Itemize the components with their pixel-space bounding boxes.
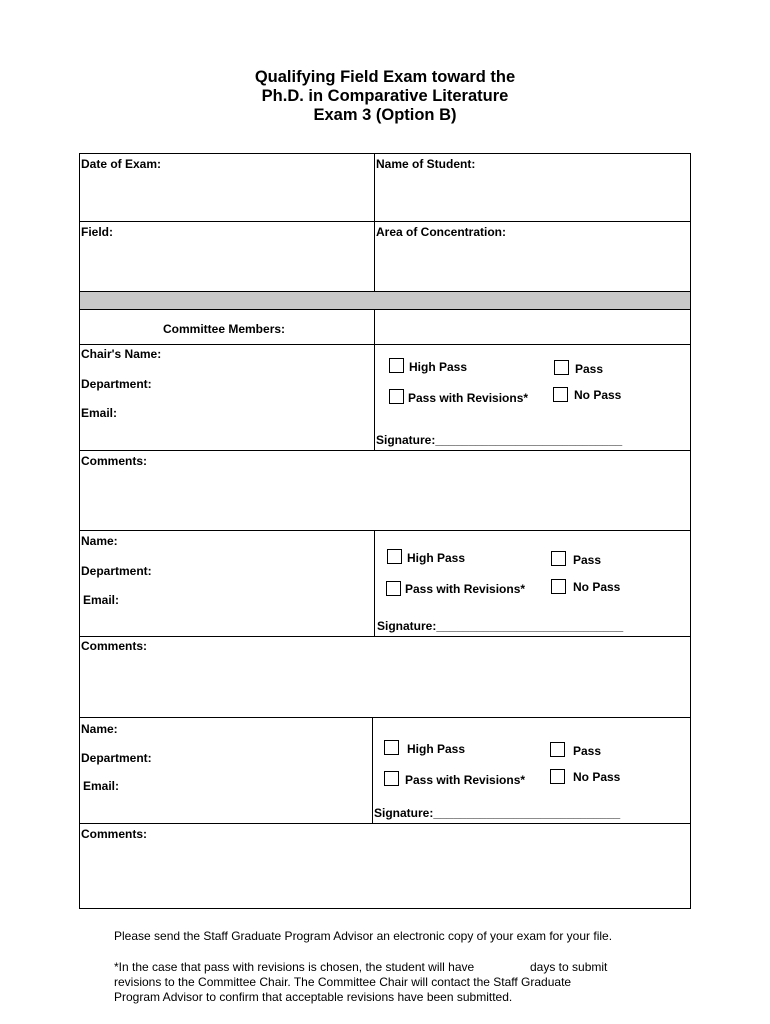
member-3-pass-checkbox[interactable]	[550, 742, 565, 757]
member-2-email-label: Email:	[83, 593, 120, 607]
member-1-department-label: Department:	[81, 377, 152, 391]
title-line-3: Exam 3 (Option B)	[313, 106, 457, 124]
member-3-email-label: Email:	[83, 779, 120, 793]
committee-members-label: Committee Members:	[163, 322, 286, 336]
field-label: Field:	[81, 225, 113, 239]
member-3-comments-field[interactable]	[79, 823, 691, 909]
member-3-department-label: Department:	[81, 751, 152, 765]
field-field[interactable]	[79, 221, 375, 292]
area-of-concentration-label: Area of Concentration:	[376, 225, 507, 239]
member-3-pass-label: Pass	[573, 744, 602, 758]
member-2-high-pass-checkbox[interactable]	[387, 549, 402, 564]
footer-note-line-1b: days to submit	[530, 960, 608, 974]
name-of-student-label: Name of Student:	[376, 157, 476, 171]
member-3-high-pass-checkbox[interactable]	[384, 740, 399, 755]
member-2-comments-label: Comments:	[81, 639, 148, 653]
member-2-pass-with-revisions-checkbox[interactable]	[386, 581, 401, 596]
member-2-department-label: Department:	[81, 564, 152, 578]
footer-note-line-1a: *In the case that pass with revisions is chosen, the student will have	[114, 960, 475, 974]
member-1-comments-field[interactable]	[79, 450, 691, 531]
member-2-comments-field[interactable]	[79, 636, 691, 718]
member-3-signature-line[interactable]: Signature:____________________________	[374, 806, 621, 820]
member-2-pass-checkbox[interactable]	[551, 551, 566, 566]
member-2-name-label: Name:	[81, 534, 118, 548]
member-3-no-pass-checkbox[interactable]	[550, 769, 565, 784]
member-3-comments-label: Comments:	[81, 827, 148, 841]
member-1-email-label: Email:	[81, 406, 118, 420]
committee-members-blank-cell	[374, 309, 691, 345]
footer-instruction: Please send the Staff Graduate Program Advisor an electronic copy of your exam for your file.	[114, 929, 613, 943]
member-3-pass-with-revisions-label: Pass with Revisions*	[405, 773, 526, 787]
member-1-pass-checkbox[interactable]	[554, 360, 569, 375]
member-3-pass-with-revisions-checkbox[interactable]	[384, 771, 399, 786]
member-3-no-pass-label: No Pass	[573, 770, 621, 784]
member-1-high-pass-label: High Pass	[409, 360, 468, 374]
page-title	[0, 68, 770, 125]
member-1-name-label: Chair's Name:	[81, 347, 162, 361]
member-2-no-pass-label: No Pass	[573, 580, 621, 594]
member-3-info-cell	[79, 717, 373, 824]
member-1-pass-with-revisions-checkbox[interactable]	[389, 389, 404, 404]
member-1-pass-label: Pass	[575, 362, 604, 376]
member-2-pass-with-revisions-label: Pass with Revisions*	[405, 582, 526, 596]
title-line-2: Ph.D. in Comparative Literature	[261, 87, 509, 105]
member-1-high-pass-checkbox[interactable]	[389, 358, 404, 373]
member-1-signature-line[interactable]: Signature:____________________________	[376, 433, 623, 447]
footer-note-line-3: Program Advisor to confirm that acceptable revisions have been submitted.	[114, 990, 513, 1004]
shaded-separator	[79, 291, 691, 310]
member-1-no-pass-label: No Pass	[574, 388, 622, 402]
member-2-high-pass-label: High Pass	[407, 551, 466, 565]
member-1-no-pass-checkbox[interactable]	[553, 387, 568, 402]
member-1-pass-with-revisions-label: Pass with Revisions*	[408, 391, 529, 405]
member-3-high-pass-label: High Pass	[407, 742, 466, 756]
title-line-1: Qualifying Field Exam toward the	[254, 68, 516, 86]
member-2-info-cell	[79, 530, 375, 637]
date-of-exam-label: Date of Exam:	[81, 157, 162, 171]
member-3-name-label: Name:	[81, 722, 118, 736]
member-2-signature-line[interactable]: Signature:____________________________	[377, 619, 624, 633]
footer-note-line-2: revisions to the Committee Chair. The Committee Chair will contact the Staff Graduate	[114, 975, 572, 989]
member-1-comments-label: Comments:	[81, 454, 148, 468]
member-2-no-pass-checkbox[interactable]	[551, 579, 566, 594]
member-2-pass-label: Pass	[573, 553, 602, 567]
